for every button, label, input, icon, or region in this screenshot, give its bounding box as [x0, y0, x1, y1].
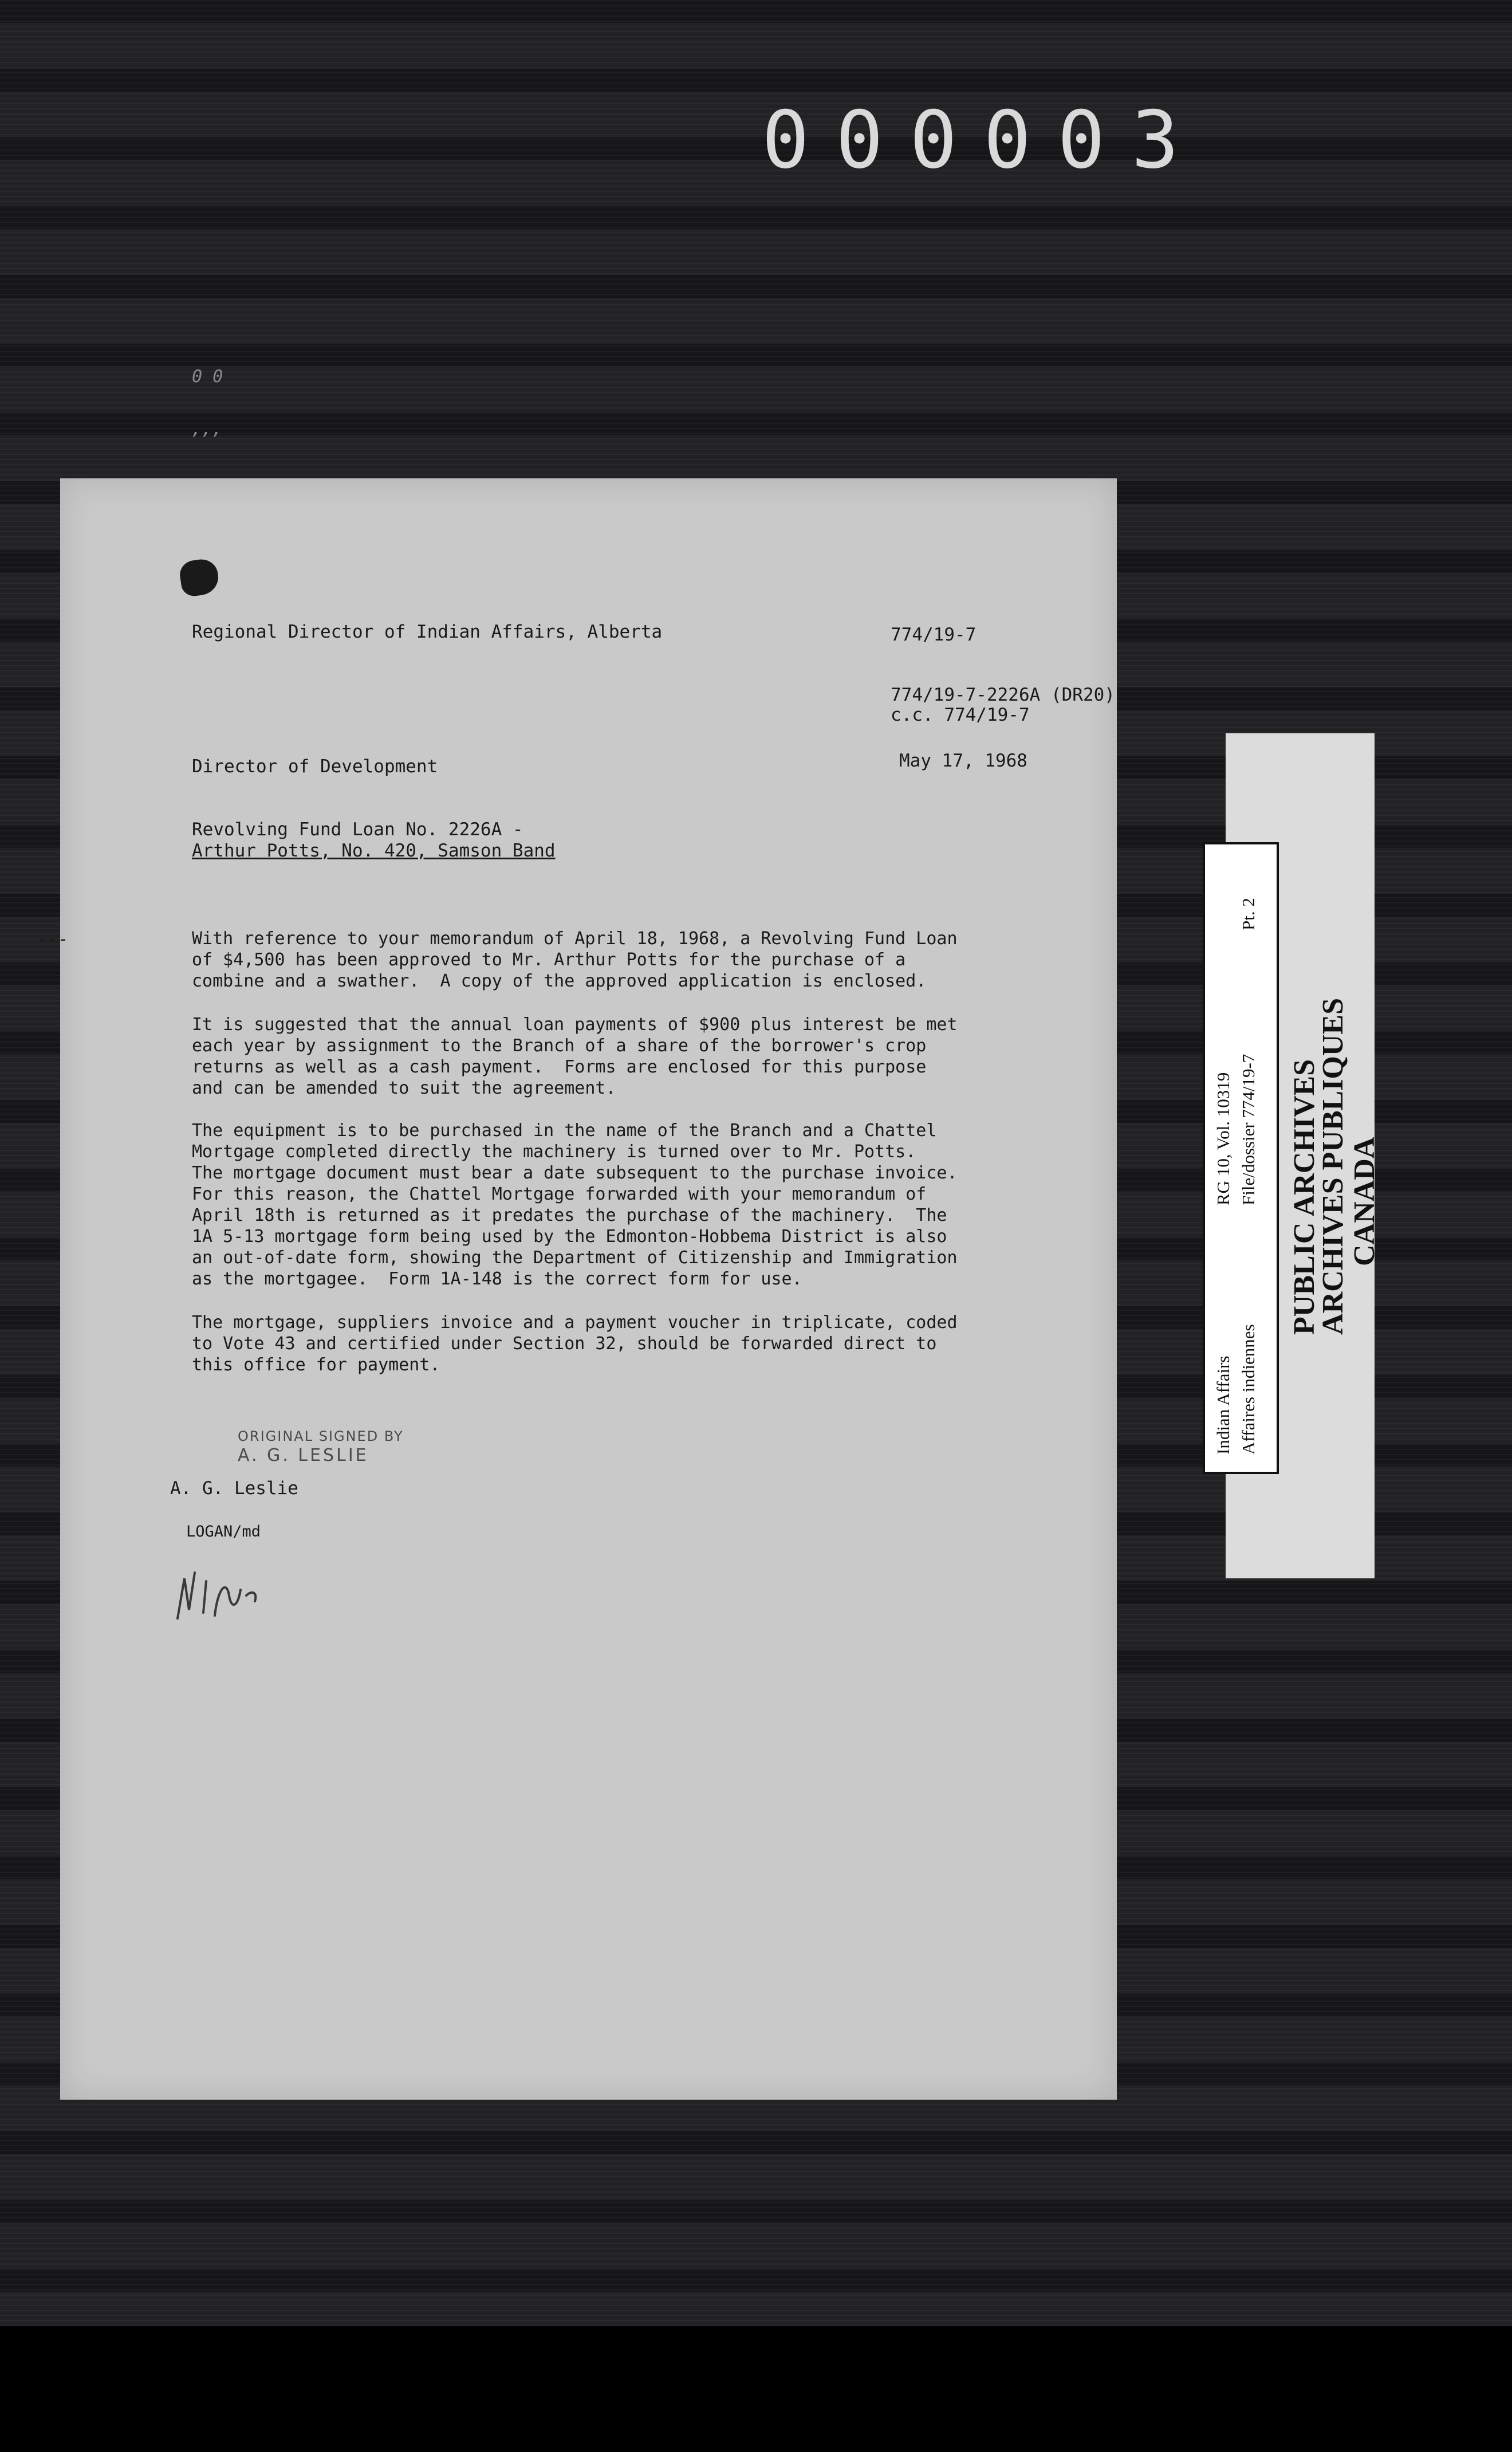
- subject-line: Revolving Fund Loan No. 2226A -: [192, 819, 523, 840]
- paragraph-3: The equipment is to be purchased in the name of the Branch and a Chattel Mortgage completed directly the machinery is turned over to Mr. Potts. The mortgage document must bear a date subsequent to the purchase invoice. For this reason, the Chattel Mortgage forwarded with your memorandum of April 18th is returned as it predates the purchase of the machinery. The 1A 5-13 mortgage form being used by the Edmonton-Hobbema District is also an out-of-date form, showing the Department of Citizenship and Immigration as the mortgagee. Form 1A-148 is the correct form for use.: [192, 1121, 958, 1289]
- archive-name-fr: ARCHIVES PUBLIQUES: [1317, 997, 1349, 1335]
- archive-name-en: PUBLIC ARCHIVES: [1288, 1059, 1321, 1335]
- archive-country: CANADA: [1348, 1137, 1381, 1266]
- margin-mark: ---: [37, 929, 69, 949]
- paragraph-2: It is suggested that the annual loan payments of $900 plus interest be met each year by assignment to the Branch of a share of the borrower's crop returns as well as a cash payment. Forms are enclosed for this purpose and can be amended to suit the agreement.: [192, 1015, 958, 1098]
- film-mark: ’’’: [189, 430, 220, 450]
- stamp-name: A. G. LESLIE: [238, 1445, 369, 1465]
- signature-stamp: [238, 1427, 404, 1465]
- handwritten-initials-icon: [172, 1555, 286, 1624]
- stamp-line: ORIGINAL SIGNED BY: [238, 1428, 404, 1444]
- file-dossier: File/dossier 774/19-7: [1238, 1054, 1258, 1205]
- carbon-copy: c.c. 774/19-7: [891, 705, 1030, 725]
- initials-reference: LOGAN/md: [186, 1523, 261, 1541]
- recipient: Regional Director of Indian Affairs, Alberta: [192, 622, 663, 642]
- paragraph-4: The mortgage, suppliers invoice and a payment voucher in triplicate, coded to Vote 43 and certified under Section 32, should be forwarded direct to this office for payment.: [192, 1313, 958, 1375]
- file-part: Pt. 2: [1238, 898, 1258, 930]
- record-group: RG 10, Vol. 10319: [1213, 1072, 1233, 1205]
- frame-number: 000003: [762, 94, 1206, 186]
- file-reference: 774/19-7: [891, 624, 976, 645]
- archive-file-label: [1203, 842, 1279, 1474]
- sender: Director of Development: [192, 756, 438, 777]
- subject-line-underlined: Arthur Potts, No. 420, Samson Band: [192, 840, 556, 861]
- letter-date: May 17, 1968: [899, 750, 1027, 771]
- film-border-bottom: [0, 2326, 1512, 2452]
- punch-hole-icon: [178, 557, 220, 598]
- file-reference-secondary: 774/19-7-2226A (DR20): [891, 685, 1115, 705]
- film-mark: 0 0: [192, 367, 223, 387]
- department-en: Indian Affairs: [1213, 1355, 1233, 1455]
- letter-page: [37, 478, 1117, 2100]
- department-fr: Affaires indiennes: [1238, 1324, 1258, 1455]
- paragraph-1: With reference to your memorandum of April 18, 1968, a Revolving Fund Loan of $4,500 has been approved to Mr. Arthur Potts for the purchase of a combine and a swather. A copy of the approved application is enclosed.: [192, 929, 958, 991]
- signature-name: A. G. Leslie: [170, 1478, 298, 1499]
